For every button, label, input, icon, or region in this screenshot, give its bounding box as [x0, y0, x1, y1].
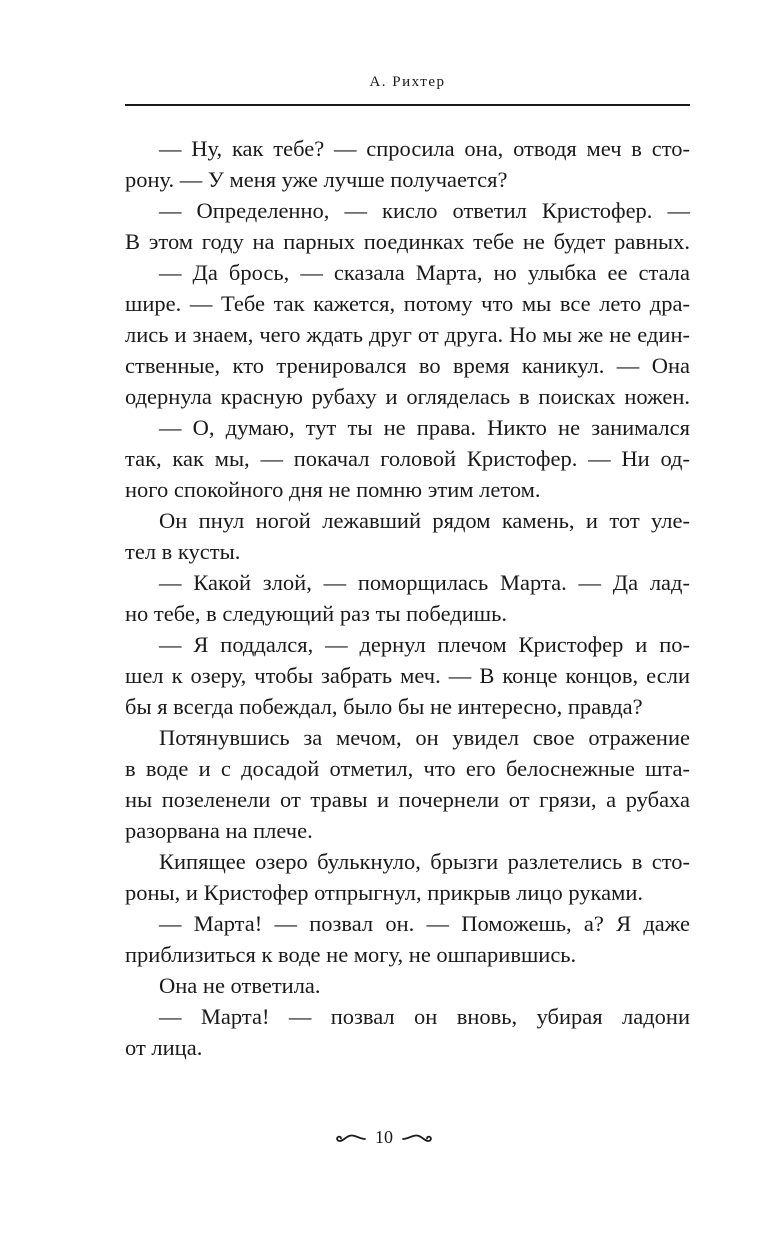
main-text	[125, 133, 690, 1063]
page-footer	[0, 1127, 768, 1151]
text-line: бы я всегда побеждал, было бы не интересно, правда?	[125, 694, 643, 719]
text-line: — Да брось, — сказала Марта, но улыбка ее стала	[159, 260, 690, 285]
running-header-author: А. Рихтер	[369, 74, 446, 90]
text-line: в воде и с досадой отметил, что его белоснежные шта-	[125, 756, 690, 781]
text-line: шире. — Тебе так кажется, потому что мы все лето дра-	[125, 291, 690, 316]
page-number: 10	[375, 1127, 393, 1147]
text-line: — Марта! — позвал он вновь, убирая ладони	[159, 1004, 690, 1029]
text-line: — О, думаю, тут ты не права. Никто не занимался	[159, 415, 690, 440]
text-line: ственные, кто тренировался во время каникул. — Она	[125, 353, 690, 378]
text-line: Он пнул ногой лежавший рядом камень, и тот уле-	[159, 508, 690, 533]
text-line: — Какой злой, — поморщилась Марта. — Да лад-	[159, 570, 690, 595]
text-line: В этом году на парных поединках тебе не будет равных.	[125, 229, 690, 254]
header-rule	[125, 104, 690, 106]
text-line: одернула красную рубаху и огляделась в поисках ножен.	[125, 384, 690, 409]
text-line: шел к озеру, чтобы забрать меч. — В конце концов, если	[125, 663, 690, 688]
text-line: ного спокойного дня не помню этим летом.	[125, 477, 541, 502]
text-line: — Определенно, — кисло ответил Кристофер. —	[159, 198, 690, 223]
text-line: роны, и Кристофер отпрыгнул, прикрыв лицо руками.	[125, 880, 644, 905]
text-line: Потянувшись за мечом, он увидел свое отражение	[159, 725, 690, 750]
swirl-right-icon	[401, 1130, 433, 1146]
swirl-left-icon	[335, 1130, 367, 1146]
text-line: Она не ответила.	[159, 973, 321, 998]
text-line: тел в кусты.	[125, 539, 241, 564]
text-line: — Я поддался, — дернул плечом Кристофер и по-	[159, 632, 690, 657]
text-line: но тебе, в следующий раз ты победишь.	[125, 601, 507, 626]
text-line: — Марта! — позвал он. — Поможешь, а? Я даже	[159, 911, 690, 936]
text-line: так, как мы, — покачал головой Кристофер. — Ни од-	[125, 446, 690, 471]
text-line: рону. — У меня уже лучше получается?	[125, 167, 508, 192]
text-line: лись и знаем, чего ждать друг от друга. Но мы же не един-	[125, 322, 690, 347]
text-line: ны позеленели от травы и почернели от грязи, а рубаха	[125, 787, 690, 812]
text-line: от лица.	[125, 1035, 203, 1060]
text-line: разорвана на плече.	[125, 818, 313, 843]
text-line: — Ну, как тебе? — спросила она, отводя меч в сто-	[159, 136, 690, 161]
text-line: Кипящее озеро булькнуло, брызги разлетелись в сто-	[159, 849, 690, 874]
text-line: приблизиться к воде не могу, не ошпарившись.	[125, 942, 577, 967]
